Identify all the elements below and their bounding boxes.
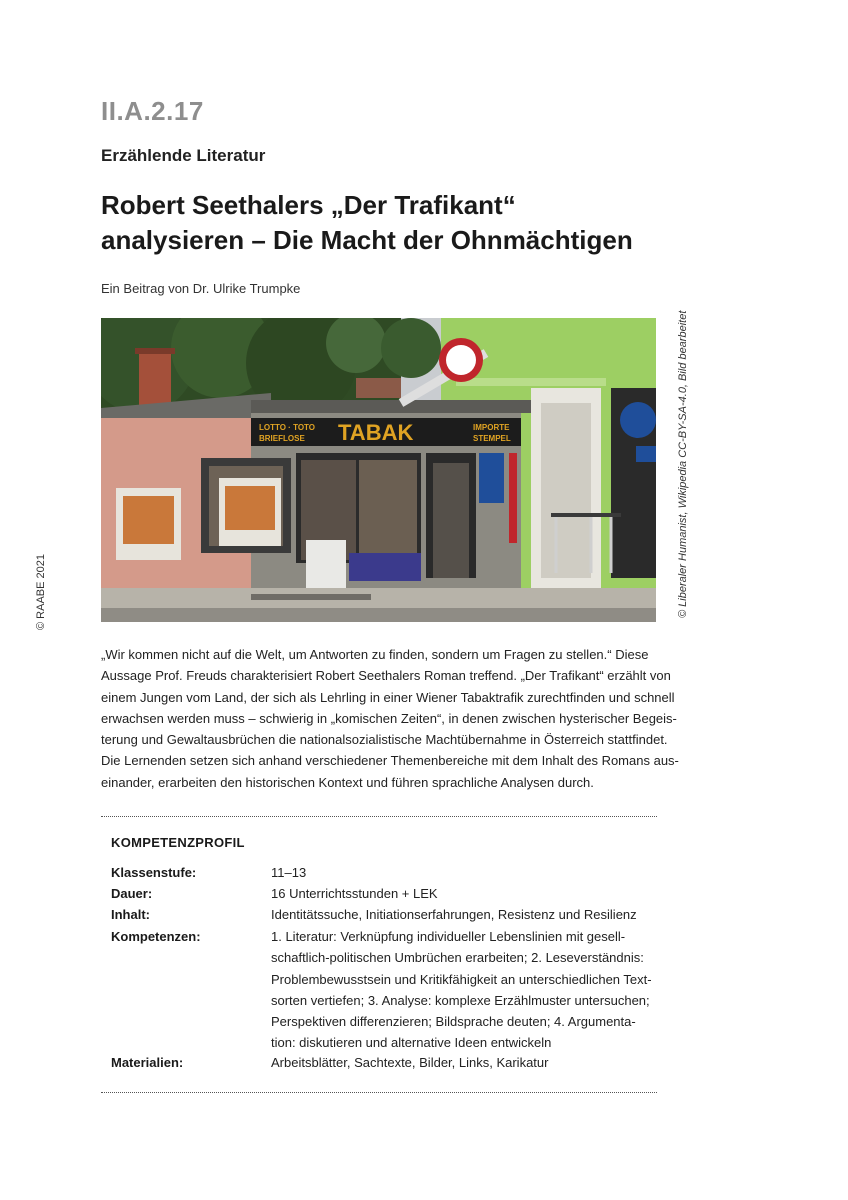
- profile-value: [271, 883, 438, 904]
- profile-value-line: 16 Unterrichtsstunden + LEK: [271, 886, 438, 901]
- beer-sign: [620, 402, 656, 438]
- intro-paragraph: [101, 644, 679, 793]
- copyright-notice: © RAABE 2021: [35, 554, 47, 630]
- profile-value-line: Problembewusstsein und Kritikfähigkeit an unterschiedlichen Text-: [271, 971, 652, 987]
- profile-value: [271, 904, 637, 925]
- section-divider-bottom: [101, 1092, 657, 1093]
- profile-label: Kompetenzen:: [111, 929, 201, 944]
- category-label: Erzählende Literatur: [101, 146, 266, 165]
- intro-line: terung und Gewaltausbrüchen die nationalsozialistische Machtübernahme in Österreich stattfindet.: [101, 732, 668, 748]
- profile-value-line: 1. Literatur: Verknüpfung individueller Lebenslinien mit gesell-: [271, 929, 626, 944]
- profile-value-line: Identitätssuche, Initiationserfahrungen, Resistenz und Resilienz: [271, 907, 637, 922]
- title-line: Robert Seethalers „Der Trafikant“: [101, 190, 516, 220]
- profile-label: Materialien:: [111, 1055, 184, 1070]
- document-code: II.A.2.17: [101, 96, 204, 126]
- profile-heading: KOMPETENZPROFIL: [111, 835, 245, 850]
- profile-value-line: tion: diskutieren und alternative Ideen entwickeln: [271, 1035, 552, 1051]
- photo-credit: © Liberaler Humanist, Wikipedia CC-BY-SA-4.0, Bild bearbeitet: [677, 310, 689, 618]
- intro-line: Aussage Prof. Freuds charakterisiert Robert Seethalers Roman treffend. „Der Trafikant“ erzählt von: [101, 668, 671, 684]
- intro-line: einem Jungen vom Land, der sich als Lehrling in einer Wiener Tabaktrafik zurechtfinden und schnell: [101, 689, 675, 705]
- intro-line: „Wir kommen nicht auf die Welt, um Antworten zu finden, sondern um Fragen zu stellen.“ Diese: [101, 647, 649, 662]
- shop-sign-right-top: IMPORTE: [473, 423, 510, 432]
- shop-sign-left-bottom: BRIEFLOSE: [259, 434, 305, 443]
- profile-label: Klassenstufe:: [111, 865, 197, 880]
- document-title: [101, 188, 701, 258]
- profile-value-line: schaftlich-politischen Umbrüchen erarbeiten; 2. Leseverständnis:: [271, 950, 644, 966]
- profile-label: Dauer:: [111, 886, 153, 901]
- intro-line: erwachsen werden muss – schwierig in „komischen Zeiten“, in denen zwischen hysterischer Begeis-: [101, 710, 677, 726]
- profile-value-line: Arbeitsblätter, Sachtexte, Bilder, Links, Karikatur: [271, 1055, 549, 1070]
- profile-value-line: sorten vertiefen; 3. Analyse: komplexe Erzählmuster untersuchen;: [271, 992, 650, 1008]
- intro-line: Die Lernenden setzen sich anhand verschiedener Themenbereiche mit dem Inhalt des Romans aus-: [101, 753, 679, 769]
- shop-sign-left-top: LOTTO · TOTO: [259, 423, 315, 432]
- profile-value: [271, 1052, 548, 1073]
- shop-sign-main: TABAK: [338, 420, 414, 445]
- profile-value: [271, 926, 652, 1054]
- profile-value: [271, 862, 306, 883]
- profile-value-line: Perspektiven differenzieren; Bildsprache deuten; 4. Argumenta-: [271, 1014, 636, 1030]
- tobacco-shop-photo: [101, 318, 656, 622]
- section-divider-top: [101, 816, 657, 817]
- intro-line: einander, erarbeiten den historischen Kontext und führen sprachliche Analysen durch.: [101, 774, 594, 790]
- title-line: analysieren – Die Macht der Ohnmächtigen: [101, 225, 633, 255]
- profile-value-line: 11–13: [271, 865, 307, 880]
- profile-label: Inhalt:: [111, 907, 150, 922]
- author-line: Ein Beitrag von Dr. Ulrike Trumpke: [101, 281, 301, 296]
- shop-sign-right-bottom: STEMPEL: [473, 434, 511, 443]
